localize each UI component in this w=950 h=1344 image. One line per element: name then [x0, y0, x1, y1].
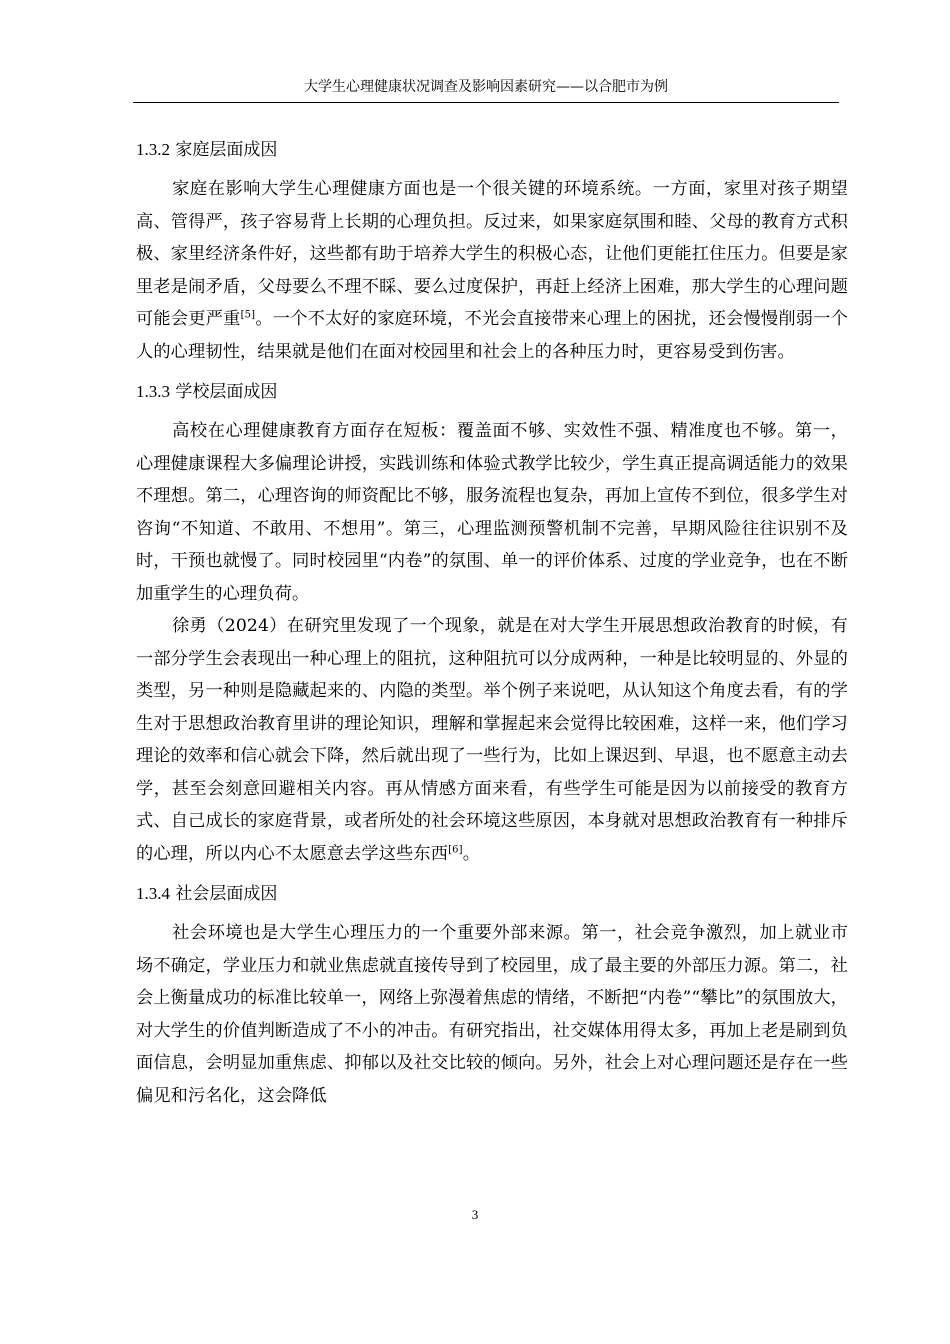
paragraph-text: 高校在心理健康教育方面存在短板：覆盖面不够、实效性不强、精准度也不够。第一，心理健康课程大多偏理论讲授，实践训练和体验式教学比较少，学生真正提高调适能力的效果不理想。第二，心理咨询的师资配比不够，服务流程也复杂，再加上宣传不到位，很多学生对咨询“不知道、不敢用、不想用”。第三，心理监测预警机制不完善，早期风险往往识别不及时，干预也就慢了。同时校园里“内卷”的氛围、单一的评价体系、过度的学业竞争，也在不断加重学生的心理负荷。: [136, 421, 848, 604]
paragraph-text: 徐勇（2024）在研究里发现了一个现象，就是在对大学生开展思想政治教育的时候，有一部分学生会表现出一种心理上的阻抗，这种阻抗可以分成两种，一种是比较明显的、外显的类型，另一种则是隐藏起来的、内隐的类型。举个例子来说吧，从认知这个角度去看，有的学生对于思想政治教育里讲的理论知识，理解和掌握起来会觉得比较困难，这样一来，他们学习理论的效率和信心就会下降，然后就出现了一些行为，比如上课迟到、早退，也不愿意主动去学，甚至会刻意回避相关内容。再从情感方面来看，有些学生可能是因为以前接受的教育方式、自己成长的家庭背景，或者所处的社会环境这些原因，本身就对思想政治教育有一种排斥的心理，所以内心不太愿意去学这些东西: [136, 616, 848, 864]
section-title: 学校层面成因: [175, 382, 278, 402]
paragraph-text: 社会环境也是大学生心理压力的一个重要外部来源。第一，社会竞争激烈，加上就业市场不确定，学业压力和就业焦虑就直接传导到了校园里，成了最主要的外部压力源。第二，社会上衡量成功的标准比较单一，网络上弥漫着焦虑的情绪，不断把“内卷”“攀比”的氛围放大，对大学生的价值判断造成了不小的冲击。有研究指出，社交媒体用得太多，再加上老是刷到负面信息，会明显加重焦虑、抑郁以及社交比较的倾向。另外，社会上对心理问题还是存在一些偏见和污名化，这会降低: [136, 923, 848, 1106]
section-heading-society: [136, 882, 848, 906]
paragraph-text-tail: 。一个不太好的家庭环境，不光会直接带来心理上的困扰，还会慢慢削弱一个人的心理韧性，结果就是他们在面对校园里和社会上的各种压力时，更容易受到伤害。: [136, 309, 848, 362]
paragraph-xu-yong-study: [136, 610, 848, 870]
section-heading-school: [136, 380, 848, 404]
paragraph-school-shortcomings: [136, 415, 848, 610]
citation-marker: [6]: [448, 843, 463, 855]
paragraph-social-environment: [136, 917, 848, 1112]
header-rule: [133, 102, 839, 103]
paragraph-text: 家庭在影响大学生心理健康方面也是一个很关键的环境系统。一方面，家里对孩子期望高、管得严，孩子容易背上长期的心理负担。反过来，如果家庭氛围和睦、父母的教育方式积极、家里经济条件好，这些都有助于培养大学生的积极心态，让他们更能扛住压力。但要是家里老是闹矛盾，父母要么不理不睬、要么过度保护，再赶上经济上困难，那大学生的心理问题可能会更严重: [136, 179, 848, 329]
section-number: 1.3.2: [136, 140, 170, 159]
section-heading-family: [136, 138, 848, 162]
page-number: 3: [471, 1207, 479, 1222]
paragraph-text-tail: 。: [462, 843, 481, 864]
section-title: 家庭层面成因: [175, 140, 278, 160]
page-body: [136, 138, 848, 1112]
paragraph-family-factors: [136, 173, 848, 368]
section-title: 社会层面成因: [175, 884, 278, 904]
section-number: 1.3.3: [136, 382, 170, 401]
section-number: 1.3.4: [136, 884, 170, 903]
citation-marker: [5]: [240, 309, 256, 321]
running-header: 大学生心理健康状况调查及影响因素研究——以合肥市为例: [304, 79, 668, 95]
